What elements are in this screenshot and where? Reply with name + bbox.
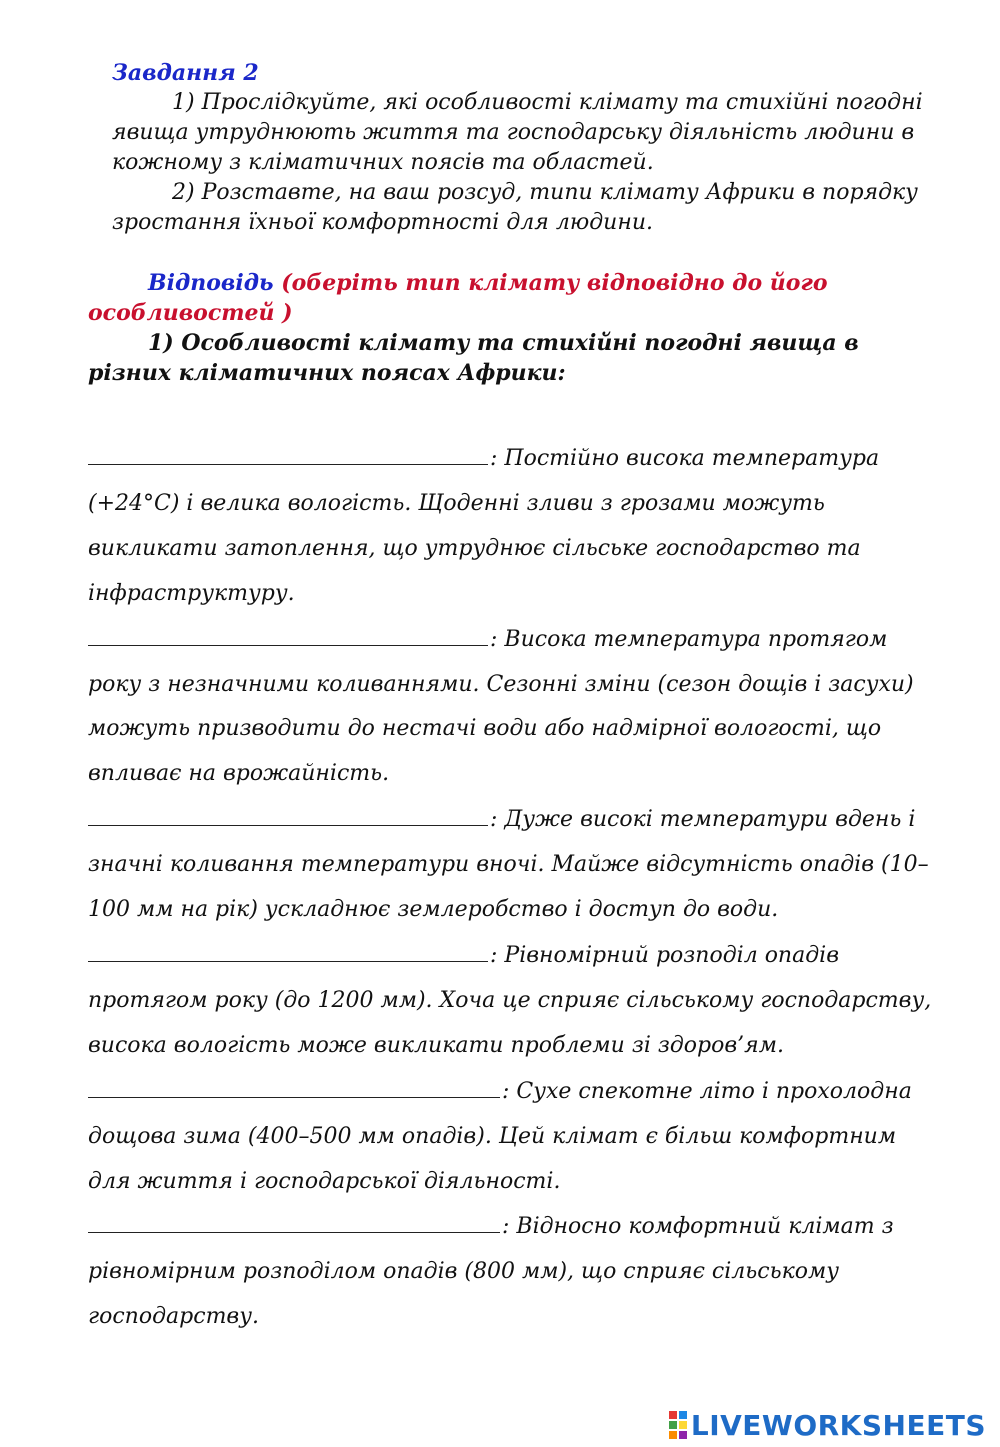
answer-item-text: : Постійно висока температура (+24°C) і велика вологість. Щоденні зливи з грозами можуть викликати затоплення, що утруднює сільське господарство та інфраструктуру. [88,446,880,606]
liveworksheets-logo [669,1408,986,1442]
climate-answer-blank-4[interactable] [88,933,488,962]
answer-item-text: : Сухе спекотне літо і прохолодна дощова зима (400–500 мм опадів). Цей клімат є більш комфортним для життя і господарської діяльності. [88,1078,912,1194]
answer-item-text: : Відносно комфортний клімат з рівномірним розподілом опадів (800 мм), що сприяє сільському господарству. [88,1214,894,1330]
answer-item-4 [88,933,938,1069]
climate-answer-blank-2[interactable] [88,617,488,646]
climate-answer-blank-6[interactable] [88,1204,500,1233]
answer-item-2 [88,617,938,798]
answer-item-text: : Дуже високі температури вдень і значні коливання температури вночі. Майже відсутність опадів (10–100 мм на рік) ускладнює землеробство і доступ до води. [88,807,929,923]
answer-hint: (оберіть тип клімату відповідно до його особливостей ) [88,270,828,326]
answer-label: Відповідь [148,270,274,296]
answer-subheading: 1) Особливості клімату та стихійні погодні явища в різних кліматичних поясах Африки: [88,330,859,386]
logo-square [669,1421,677,1429]
logo-squares-icon [669,1411,687,1439]
task-point-2: 2) Розставте, на ваш розсуд, типи клімату Африки в порядку зростання їхньої комфортності для людини. [112,180,918,235]
answer-item-6 [88,1204,938,1340]
climate-answer-blank-3[interactable] [88,797,488,826]
answer-item-text: : Рівномірний розподіл опадів протягом року (до 1200 мм). Хоча це сприяє сільському господарству, висока вологість може викликати проблеми зі здоров’ям. [88,942,932,1058]
answer-items [88,436,938,1340]
logo-square [669,1431,677,1439]
logo-square [669,1411,677,1419]
answer-item-1 [88,436,938,617]
logo-square [679,1421,687,1429]
climate-answer-blank-5[interactable] [88,1069,500,1098]
task-title: Завдання 2 [112,60,259,86]
task-block [112,58,942,238]
answer-heading [88,268,938,328]
logo-square [679,1431,687,1439]
answer-item-5 [88,1069,938,1205]
logo-square [679,1411,687,1419]
climate-answer-blank-1[interactable] [88,436,488,465]
answer-item-text: : Висока температура протягом року з незначними коливаннями. Сезонні зміни (сезон дощів і засухи) можуть призводити до нестачі води або надмірної вологості, що впливає на врожайність. [88,626,914,787]
logo-text: LIVEWORKSHEETS [690,1408,986,1442]
task-point-1: 1) Прослідкуйте, які особливості клімату та стихійні погодні явища утруднюють життя та господарську діяльність людини в кожному з кліматичних поясів та областей. [112,90,923,175]
answer-item-3 [88,797,938,933]
